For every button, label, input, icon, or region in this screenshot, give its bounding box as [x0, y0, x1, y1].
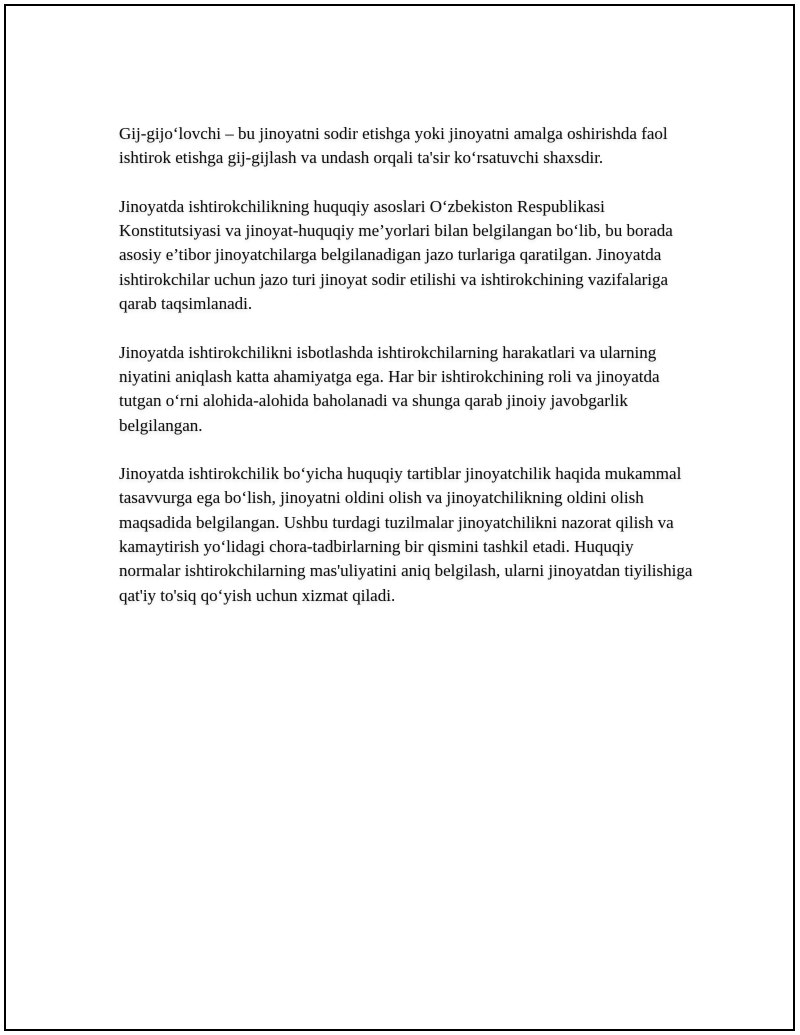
paragraph-3: Jinoyatda ishtirokchilikni isbotlashda ishtirokchilarning harakatlari va ularning niyatini aniqlash katta ahamiyatga ega. Har bir ishtirokchining roli va jinoyatda tutgan o‘rni alohida-alohida baholanadi va shunga qarab jinoiy javobgarlik belgilangan.	[119, 342, 660, 435]
paragraph-1: Gij-gijo‘lovchi – bu jinoyatni sodir etishga yoki jinoyatni amalga oshirishda faol ishtirok etishga gij-gijlash va undash orqali ta'sir ko‘rsatuvchi shaxsdir.	[119, 124, 668, 168]
document-page	[4, 4, 795, 1031]
paragraph-4: Jinoyatda ishtirokchilik bo‘yicha huquqiy tartiblar jinoyatchilik haqida mukammal tasavvurga ega bo‘lish, jinoyatni oldini olish va jinoyatchilikning oldini olish maqsadida belgilangan. Ushbu turdagi tuzilmalar jinoyatchilikni nazorat qilish va kamaytirish yo‘lidagi chora-tadbirlarning bir qismini tashkil etadi. Huquqiy normalar ishtirokchilarning mas'uliyatini aniq belgilash, ularni jinoyatdan tiyilishiga qat'iy to'siq qo‘yish uchun xizmat qiladi.	[119, 464, 693, 605]
document-body	[119, 122, 699, 632]
paragraph-2: Jinoyatda ishtirokchilikning huquqiy asoslari O‘zbekiston Respublikasi Konstitutsiyasi va jinoyat-huquqiy me’yorlari bilan belgilangan bo‘lib, bu borada asosiy e’tibor jinoyatchilarga belgilanadigan jazo turlariga qaratilgan. Jinoyatda ishtirokchilar uchun jazo turi jinoyat sodir etilishi va ishtirokchining vazifalariga qarab taqsimlanadi.	[119, 196, 673, 314]
